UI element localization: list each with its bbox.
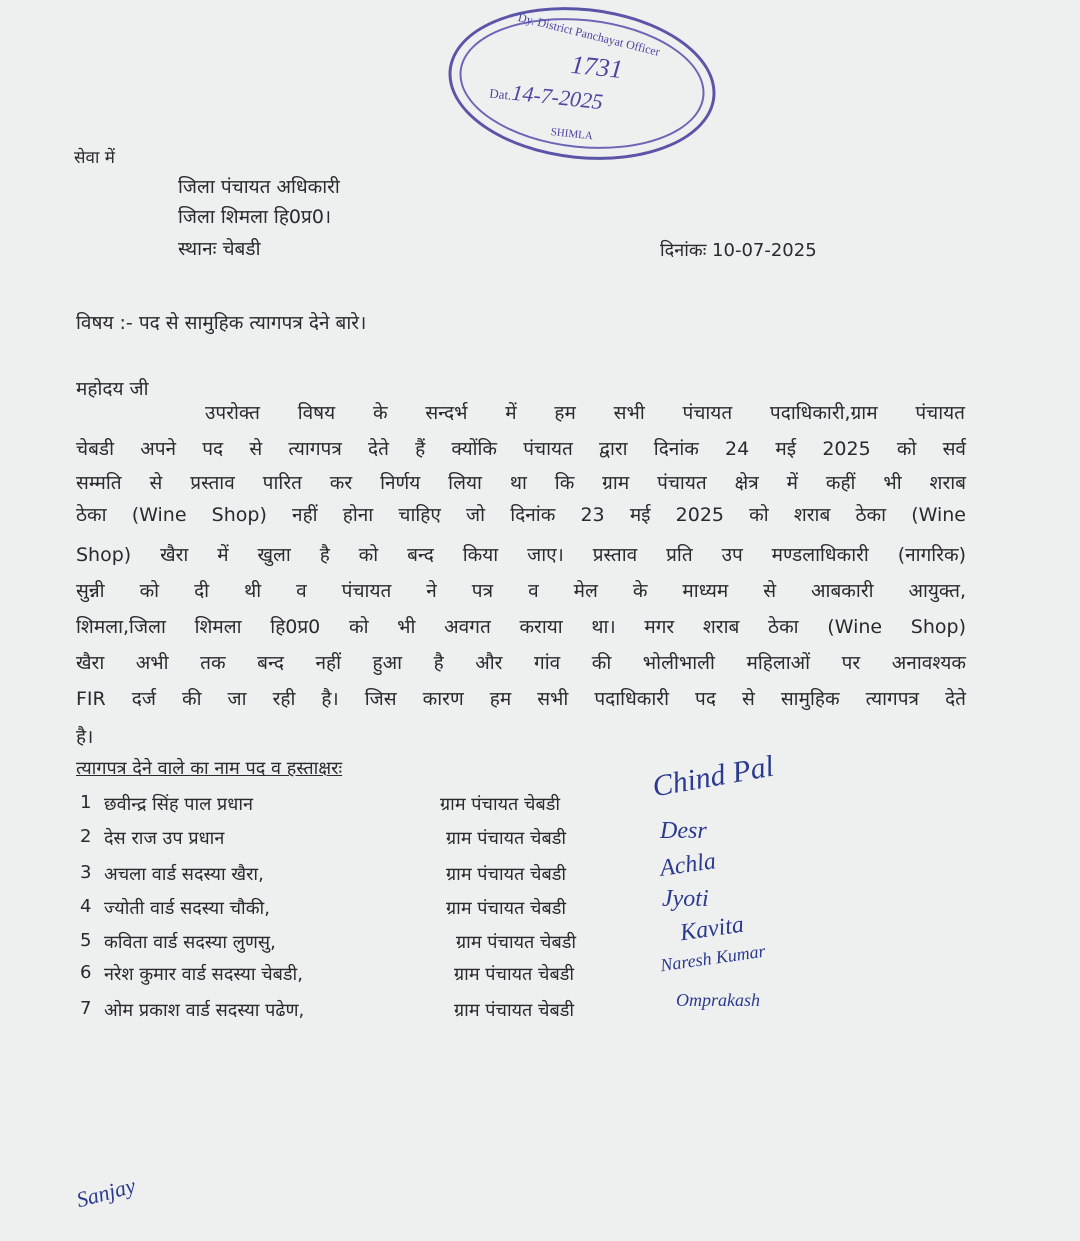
signatory-number: 2 — [80, 826, 92, 847]
signatory-panchayat: ग्राम पंचायत चेबडी — [446, 828, 567, 849]
office-stamp — [441, 0, 723, 173]
body-line: उपरोक्त विषय के सन्दर्भ में हम सभी पंचायत पदाधिकारी,ग्राम पंचायत — [205, 402, 965, 424]
signature-1: Chind Pal — [649, 749, 777, 804]
signature-7: Omprakash — [676, 990, 760, 1010]
body-line: ठेका (Wine Shop) नहीं होना चाहिए जो दिनांक 23 मई 2025 को शराब ठेका (Wine — [76, 504, 966, 526]
signatory-name: छवीन्द्र सिंह पाल प्रधान — [104, 794, 254, 815]
body-line: Shop) खैरा में खुला है को बन्द किया जाए। प्रस्ताव प्रति उप मण्डलाधिकारी (नागरिक) — [76, 544, 966, 566]
stamp-date-value: 14-7-2025 — [510, 79, 605, 115]
signatory-number: 7 — [80, 998, 92, 1019]
subject: विषय :- पद से सामुहिक त्यागपत्र देने बारे। — [76, 312, 367, 334]
body-line: FIR दर्ज की जा रही है। जिस कारण हम सभी पदाधिकारी पद से सामुहिक त्यागपत्र देते — [76, 688, 966, 710]
body-line: चेबडी अपने पद से त्यागपत्र देते हैं क्योंकि पंचायत द्वारा दिनांक 24 मई 2025 को सर्व — [76, 438, 966, 460]
stamp-date-label: Dat. — [488, 85, 513, 103]
signature-6: Naresh Kumar — [659, 940, 767, 976]
signature-5: Kavita — [678, 911, 746, 947]
signatory-number: 1 — [80, 792, 92, 813]
signatory-name: ज्योती वार्ड सदस्या चौकी, — [104, 898, 270, 919]
signatory-name: ओम प्रकाश वार्ड सदस्या पढेण, — [104, 1000, 305, 1021]
greeting: महोदय जी — [76, 378, 149, 400]
signature-3: Achla — [658, 848, 718, 882]
signatory-name: अचला वार्ड सदस्या खैरा, — [104, 864, 264, 885]
bottom-signature: Sanjay — [73, 1172, 138, 1213]
stamp-city: SHIMLA — [550, 126, 594, 143]
signatory-name: कविता वार्ड सदस्या लुणसु, — [104, 932, 276, 953]
body-line: खैरा अभी तक बन्द नहीं हुआ है और गांव की भोलीभाली महिलाओं पर अनावश्यक — [76, 652, 966, 674]
body-line: सम्मति से प्रस्ताव पारित कर निर्णय लिया था कि ग्राम पंचायत क्षेत्र में कहीं भी शराब — [76, 472, 966, 494]
body-line: सुन्नी को दी थी व पंचायत ने पत्र व मेल के माध्यम से आबकारी आयुक्त, — [76, 580, 966, 602]
stamp-number: 1731 — [569, 49, 625, 85]
signatory-number: 5 — [80, 930, 92, 951]
recipient-line-3: स्थानः चेबडी — [178, 238, 261, 260]
stamp-date — [488, 77, 604, 115]
body-line: है। — [76, 726, 94, 748]
signatories-heading: त्यागपत्र देने वाले का नाम पद व हस्ताक्षरः — [76, 758, 343, 779]
signatory-panchayat: ग्राम पंचायत चेबडी — [440, 794, 561, 815]
signature-2: Desr — [660, 818, 707, 844]
signature-4: Jyoti — [662, 886, 709, 912]
signatory-panchayat: ग्राम पंचायत चेबडी — [454, 964, 575, 985]
signatory-panchayat: ग्राम पंचायत चेबडी — [456, 932, 577, 953]
signatory-number: 6 — [80, 962, 92, 983]
signatory-number: 3 — [80, 862, 92, 883]
body-line: शिमला,जिला शिमला हि0प्र0 को भी अवगत कराया था। मगर शराब ठेका (Wine Shop) — [76, 616, 966, 638]
salutation-to: सेवा में — [74, 148, 115, 168]
signatory-name: देस राज उप प्रधान — [104, 828, 225, 849]
recipient-line-1: जिला पंचायत अधिकारी — [178, 176, 340, 198]
signatory-name: नरेश कुमार वार्ड सदस्या चेबडी, — [104, 964, 303, 985]
stamp-ring-text: Dy. District Panchayat Officer — [516, 10, 662, 59]
signatory-panchayat: ग्राम पंचायत चेबडी — [446, 864, 567, 885]
signatory-panchayat: ग्राम पंचायत चेबडी — [454, 1000, 575, 1021]
letter-date: दिनांकः 10-07-2025 — [660, 240, 817, 261]
signatory-panchayat: ग्राम पंचायत चेबडी — [446, 898, 567, 919]
signatory-number: 4 — [80, 896, 92, 917]
recipient-line-2: जिला शिमला हि0प्र0। — [178, 206, 332, 228]
